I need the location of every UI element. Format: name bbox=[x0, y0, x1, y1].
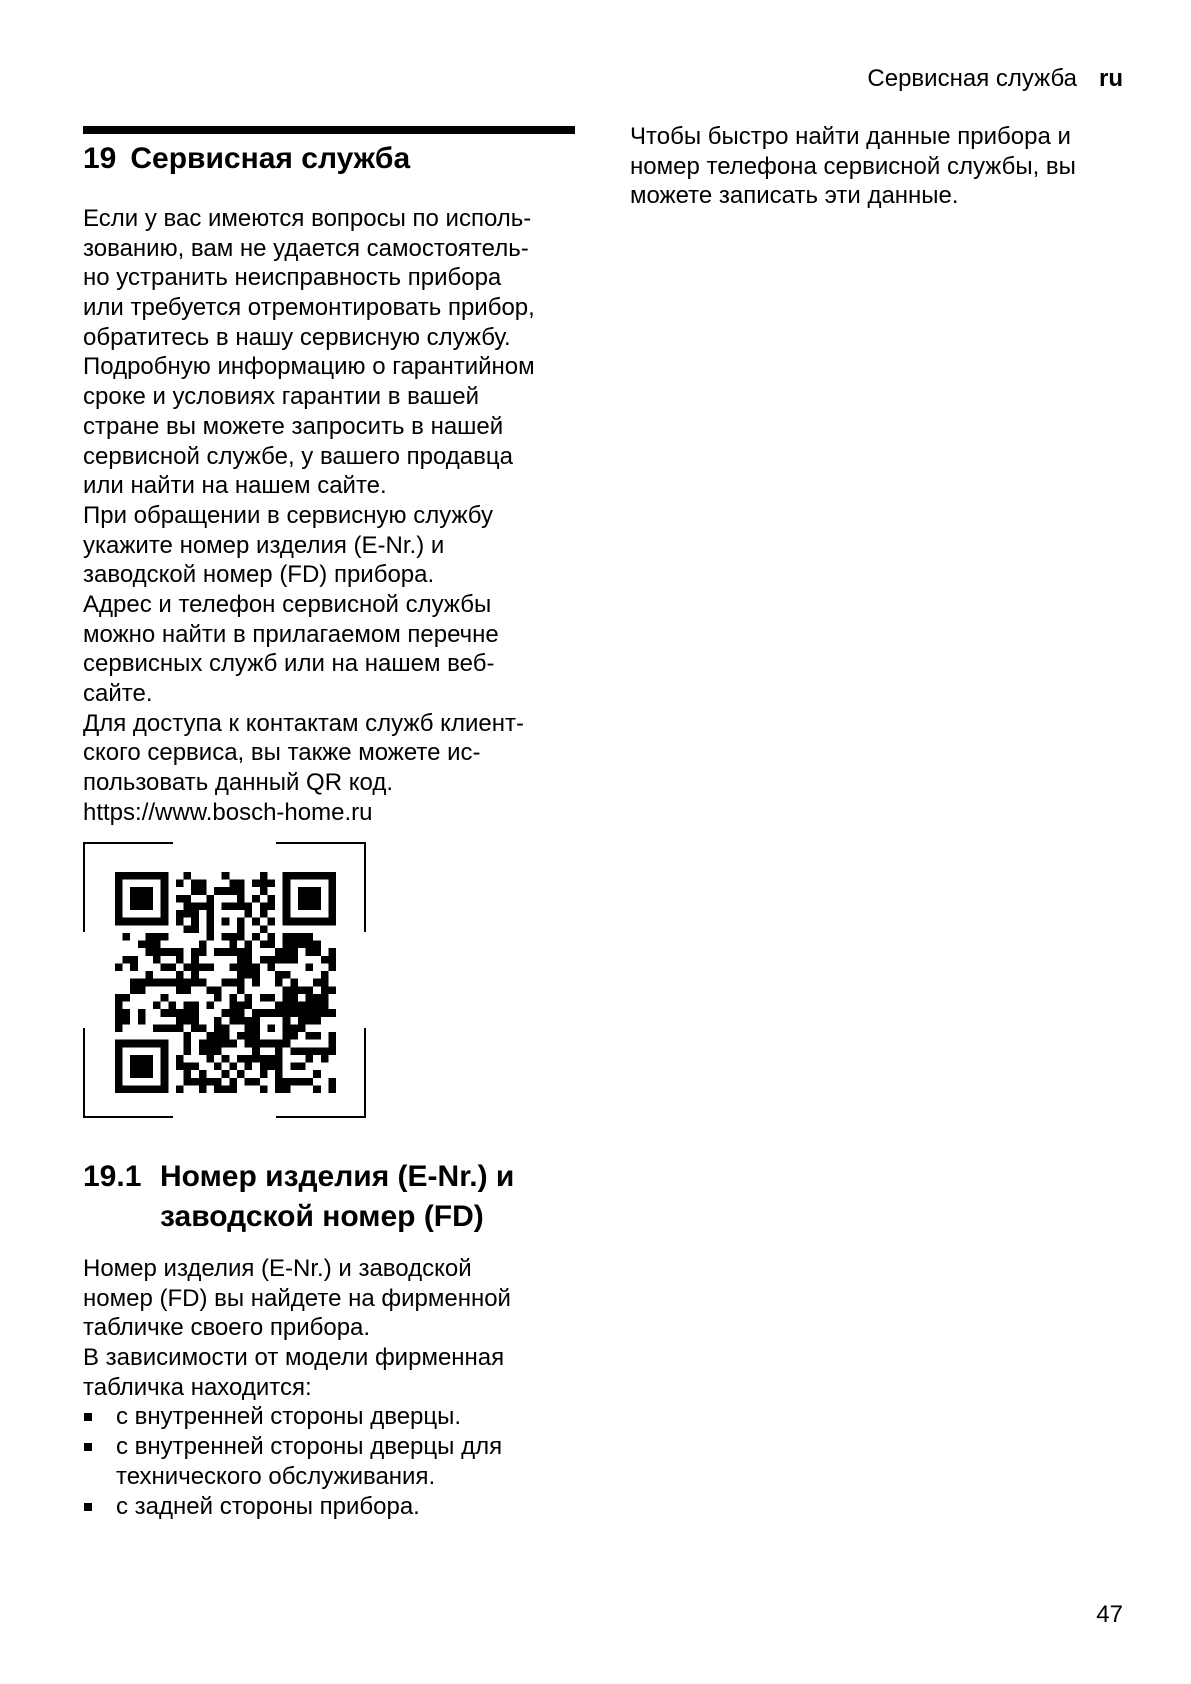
qr-code-frame bbox=[83, 842, 366, 1118]
list-item bbox=[83, 1402, 511, 1432]
text-line: укажите номер изделия (E-Nr.) и bbox=[83, 531, 445, 559]
list-item bbox=[83, 1432, 511, 1491]
text-line: Чтобы быстро найти данные прибора и bbox=[630, 123, 1071, 150]
qr-code bbox=[115, 872, 336, 1093]
text-line: стране вы можете запросить в нашей bbox=[83, 412, 504, 440]
subsection-title-line2: заводской номер (FD) bbox=[160, 1200, 484, 1233]
text-line: сроке и условиях гарантии в вашей bbox=[83, 383, 479, 411]
subsection-number: 19.1 bbox=[83, 1160, 142, 1193]
text-line: Адрес и телефон сервисной службы bbox=[83, 590, 492, 618]
text-line: номер (FD) вы найдете на фирменной bbox=[83, 1284, 511, 1312]
text-line: с задней стороны прибора. bbox=[116, 1492, 420, 1520]
bullet-square-icon bbox=[84, 1443, 92, 1451]
text-line: Номер изделия (E-Nr.) и заводской bbox=[83, 1255, 472, 1282]
bullet-square-icon bbox=[84, 1413, 92, 1421]
subsection-body bbox=[83, 1254, 511, 1521]
text-line: с внутренней стороны дверцы. bbox=[116, 1403, 462, 1431]
text-line: Если у вас имеются вопросы по исполь- bbox=[83, 205, 532, 232]
text-line: сервисных служб или на нашем веб- bbox=[83, 650, 495, 678]
section-title: Сервисная служба bbox=[130, 142, 411, 175]
text-line: обратитесь в нашу сервисную службу. bbox=[83, 323, 511, 351]
running-header bbox=[867, 64, 1123, 94]
text-line: можете записать эти данные. bbox=[630, 182, 959, 210]
text-line: ского сервиса, вы также можете ис- bbox=[83, 739, 481, 767]
page-number: 47 bbox=[1096, 1601, 1123, 1628]
text-line: или требуется отремонтировать прибор, bbox=[83, 294, 535, 322]
text-line: пользовать данный QR код. bbox=[83, 769, 393, 797]
text-line: заводской номер (FD) прибора. bbox=[83, 561, 435, 589]
text-line: Для доступа к контактам служб клиент- bbox=[83, 709, 524, 737]
header-lang: ru bbox=[1099, 65, 1123, 92]
list-item bbox=[83, 1492, 511, 1522]
section-body bbox=[83, 204, 535, 827]
text-line: https://www.bosch-home.ru bbox=[83, 798, 373, 826]
subsection-heading bbox=[83, 1157, 514, 1197]
text-line: технического обслуживания. bbox=[116, 1462, 436, 1490]
section-rule bbox=[83, 126, 575, 134]
text-line: При обращении в сервисную службу bbox=[83, 501, 494, 529]
text-line: сайте. bbox=[83, 680, 153, 707]
text-line: сервисной службе, у вашего продавца bbox=[83, 442, 513, 470]
text-line: табличке своего прибора. bbox=[83, 1314, 371, 1342]
text-line: номер телефона сервисной службы, вы bbox=[630, 152, 1076, 180]
text-line: Подробную информацию о гарантийном bbox=[83, 353, 535, 381]
section-heading bbox=[83, 142, 410, 176]
text-line: В зависимости от модели фирменная bbox=[83, 1344, 505, 1372]
header-section: Сервисная служба bbox=[867, 65, 1077, 92]
text-line: можно найти в прилагаемом перечне bbox=[83, 620, 499, 648]
text-line: с внутренней стороны дверцы для bbox=[116, 1433, 503, 1461]
text-line: зованию, вам не удается самостоятель- bbox=[83, 234, 529, 262]
text-line: табличка находится: bbox=[83, 1373, 312, 1401]
section-number: 19 bbox=[83, 142, 117, 175]
right-column-body bbox=[630, 122, 1076, 211]
bullet-square-icon bbox=[84, 1503, 92, 1511]
subsection-title-line1: Номер изделия (E-Nr.) и bbox=[160, 1160, 515, 1193]
text-line: но устранить неисправность прибора bbox=[83, 264, 502, 292]
text-line: или найти на нашем сайте. bbox=[83, 472, 387, 500]
